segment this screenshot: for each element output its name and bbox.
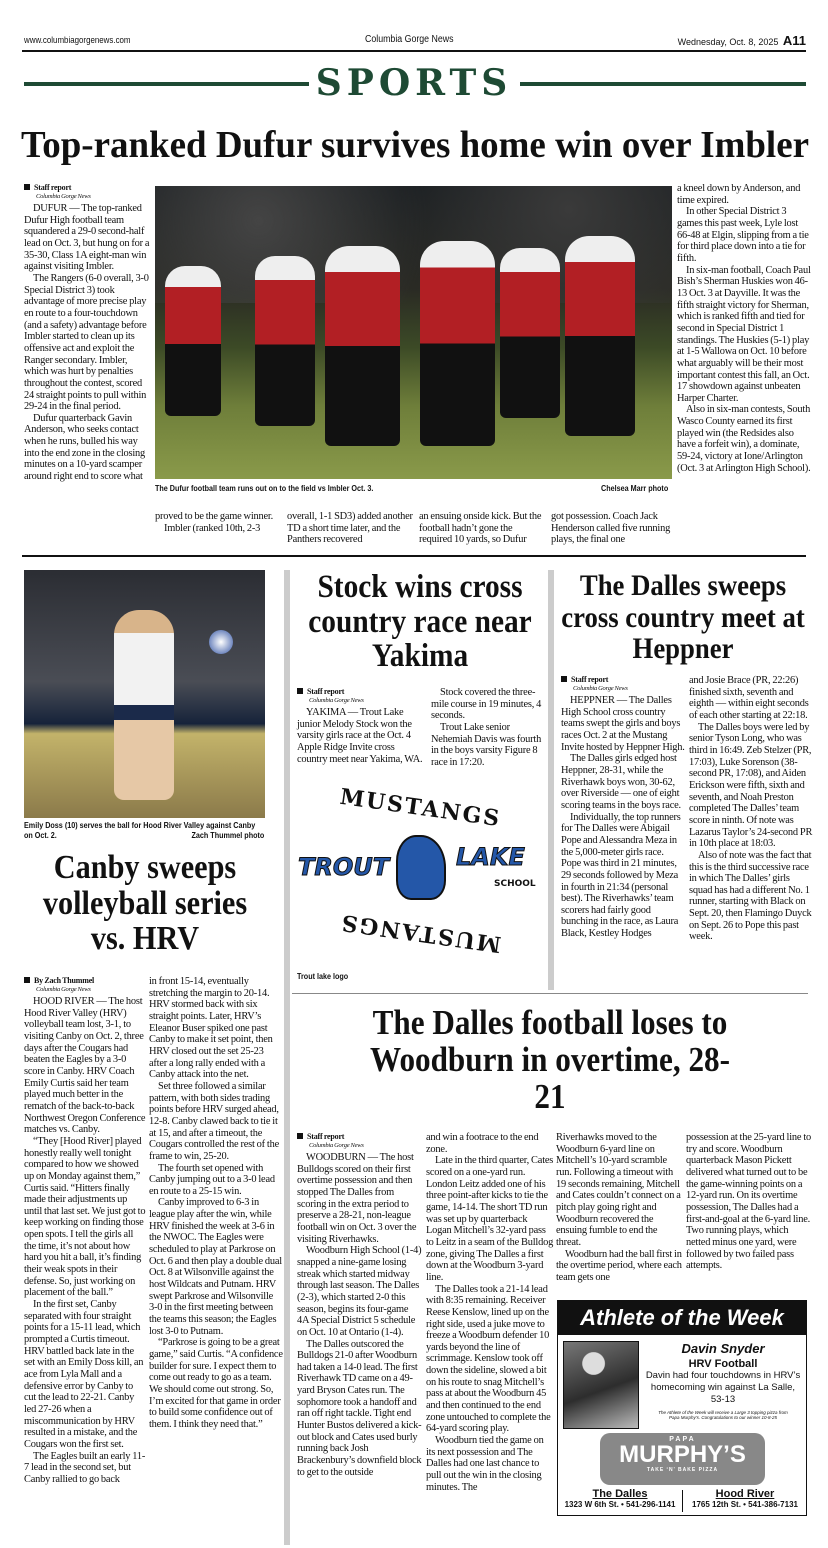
dufur-photo-caption: The Dufur football team runs out on to the field vs Imbler Oct. 3. bbox=[155, 484, 374, 493]
issue-date: Wednesday, Oct. 8, 2025 bbox=[677, 37, 779, 47]
article-text bbox=[297, 1152, 422, 1478]
mustang-icon bbox=[396, 835, 446, 900]
papa-murphys-logo bbox=[600, 1433, 765, 1485]
byline-author: Staff report bbox=[571, 675, 609, 684]
volleyball-photo-caption: Emily Doss (10) serves the ball for Hood River Valley against Canby on Oct. 2. bbox=[24, 821, 256, 840]
volleyball-photo bbox=[24, 570, 265, 818]
paragraph: The Eagles built an early 11-7 lead in the second set, but Canby rallied to go back bbox=[24, 1450, 146, 1485]
heppner-headline: The Dalles sweeps cross country meet at Heppner bbox=[561, 569, 805, 665]
dufur-col-1 bbox=[24, 183, 152, 483]
paragraph: a kneel down by Anderson, and time expired. bbox=[677, 183, 801, 206]
paragraph: possession at the 25-yard line to try and score. Woodburn quarterback Mason Pickett delivered what turned out to be the game-winning points on a 12-yard run. On its overtime possession, The Dalles had a first-and-goal at the 6-yard line. Two running plays, which netted minus one yard, were followed by two failed pass attempts. bbox=[686, 1132, 812, 1272]
paragraph: In other Special District 3 games this past week, Lyle lost 66-48 at Elgin, slipping from a tie for third place down into a tie for fifth. bbox=[677, 206, 809, 264]
article-text bbox=[426, 1132, 554, 1493]
paragraph: and Josie Brace (PR, 22:26) finished sixth, seventh and eighth — within eight seconds of each other starting at 22:18. bbox=[689, 675, 809, 721]
paragraph: YAKIMA — Trout Lake junior Melody Stock won the varsity girls race at the Oct. 4 Apple Ridge Invite cross country meet near Yakima, WA. bbox=[297, 707, 423, 765]
paragraph: The Rangers (6-0 overall, 3-0 Special District 3) took advantage of more precise play en route to a four-touchdown (and a safety) advantage before Imbler started to clean up its offensive act and exploit the Ranger secondary. Imbler, which was hurt by penalties throughout the contest, scored 24 straight points to pull within 29-24 in the final period. bbox=[24, 272, 149, 413]
byline-square-icon bbox=[24, 977, 30, 983]
location-hood-river bbox=[683, 1488, 807, 1509]
sponsor-tag: TAKE ‘N’ BAKE PIZZA bbox=[646, 1467, 719, 1473]
heppner-col-1 bbox=[561, 675, 685, 940]
paragraph: proved to be the game winner. bbox=[155, 511, 274, 522]
byline-author: Staff report bbox=[34, 183, 72, 192]
woodburn-col-3 bbox=[556, 1132, 683, 1284]
byline bbox=[24, 183, 152, 201]
paragraph: an ensuing onside kick. But the football hadn’t gone the required 10 yards, so Dufur bbox=[419, 511, 542, 546]
byline-org: Columbia Gorge News bbox=[36, 986, 91, 993]
athlete-of-week-ad bbox=[557, 1300, 807, 1516]
article-text bbox=[431, 687, 547, 769]
article-text bbox=[677, 183, 813, 474]
article-text bbox=[551, 511, 675, 546]
location-the-dalles bbox=[558, 1488, 682, 1509]
paragraph: The Dalles girls edged host Heppner, 28-31, while the Riverhawk boys won, 30-62, over Riverside — one of eight scoring teams in the boys race. bbox=[561, 753, 681, 811]
location-city: The Dalles bbox=[592, 1488, 648, 1500]
logo-text-bottom: MUSTANGS bbox=[338, 908, 503, 958]
byline-org: Columbia Gorge News bbox=[309, 1142, 364, 1149]
dufur-col-4 bbox=[419, 511, 547, 546]
logo-text-trout: TROUT bbox=[298, 853, 390, 881]
athlete-photo bbox=[563, 1341, 639, 1429]
article-text bbox=[686, 1132, 811, 1272]
dufur-col-5 bbox=[551, 511, 675, 546]
paragraph: In the first set, Canby separated with four straight points for a 15-11 lead, which prompted a Curtis timeout. HRV battled back late in the set with an Emily Doss kill, an ace from Lyla Mall and a defensive error by Canby to cut the lead to 22-21. Canby led 27-26 when a miscommunication by HRV resulted in a mistake, and the Cougars won the first set. bbox=[24, 1299, 144, 1450]
article-text bbox=[689, 675, 813, 943]
logo-text-top: MUSTANGS bbox=[338, 783, 503, 833]
woodburn-col-2 bbox=[426, 1132, 554, 1493]
canby-col-1 bbox=[24, 976, 146, 1486]
dufur-headline: Top-ranked Dufur survives home win over Imbler bbox=[21, 124, 810, 166]
paragraph: Late in the third quarter, Cates scored on a one-yard run. London Leitz added one of his three point-after kicks to tie the game, 14-14. The short TD run was set up by quarterback Logan Mitchell’s 32-yard pass to Leitz in a seam of the Bulldog zone, giving The Dalles a first down at the Woodburn 3-yard line. bbox=[426, 1155, 554, 1283]
paragraph: In six-man football, Coach Paul Bish’s Sherman Huskies won 46-13 Oct. 3 at Dayville. It was the fifth straight victory for Sherman, which is ranked fifth and tied for second in Special District 1 standings. The Huskies (5-1) play at 1-5 Wallowa on Oct. 10 before what arguably will be their most important contest this fall, an Oct. 17 showdown against unbeaten Harper Charter. bbox=[677, 264, 811, 404]
paragraph: DUFUR — The top-ranked Dufur High football team squandered a 29-0 second-half lead on Oct. 3, but hung on for a 35-30, Class 1A eight-man win against visiting Imbler. bbox=[24, 203, 150, 273]
article-text bbox=[155, 511, 282, 534]
paragraph: Woodburn High School (1-4) snapped a nine-game losing streak which started midway through last season. The Dalles (2-3), which started 2-0 this season, begins its four-game 4A Special District 5 schedule on Oct. 10 at Ontario (1-4). bbox=[297, 1245, 422, 1338]
canby-col-2 bbox=[149, 976, 283, 1431]
paragraph: HEPPNER — The Dalles High School cross country teams swept the girls and boys races Oct. 2 at the Mustang Invite hosted by Heppner High. bbox=[561, 695, 685, 753]
byline-author: Staff report bbox=[307, 1132, 345, 1141]
byline bbox=[24, 976, 146, 994]
woodburn-headline: The Dalles football loses to Woodburn in overtime, 28-21 bbox=[370, 1003, 730, 1116]
section-divider bbox=[292, 993, 808, 994]
paragraph: Also of note was the fact that this is the third successive race in which The Dalles’ girls squad has had a different No. 1 runner, starting with Black on Sept. 20, then Flamingo Duyck on Sept. 26 to Pope this past week. bbox=[689, 849, 812, 943]
location-address: 1765 12th St. • 541-386-7131 bbox=[692, 1500, 798, 1509]
byline-square-icon bbox=[561, 676, 567, 682]
paragraph: “Parkrose is going to be a great game,” said Curtis. “A confidence builder for sure. I expect them to come out ready to go as a team. We should come out strong. So, I’m excited for that game in order to build some confidence out of them. I think they need that.” bbox=[149, 1337, 283, 1430]
logo-text-school: SCHOOL bbox=[494, 879, 536, 889]
dufur-photo-credit: Chelsea Marr photo bbox=[601, 484, 669, 493]
header-rule bbox=[22, 50, 806, 52]
article-text bbox=[556, 1132, 683, 1284]
paragraph: “They [Hood River] played honestly really well tonight compared to how we showed up on Monday against them,” Curtis said. “Hitters finally made their adjustments up until that last set. We just got to keep working on finding those open spots. I tell the girls all the time, it’s not about how hard you hit a ball, it’s finding their weak spots in their defense. So, just working on placement of the ball.” bbox=[24, 1135, 146, 1299]
byline-square-icon bbox=[297, 1133, 303, 1139]
column-separator bbox=[284, 570, 290, 1545]
paragraph: Woodburn tied the game on its next possession and The Dalles had one last chance to pull out the win in the closing minutes. The bbox=[426, 1435, 544, 1493]
paragraph: The Dalles took a 21-14 lead with 8:35 remaining. Receiver Reese Kenslow, lined up on the right side, used a juke move to freeze a Woodburn defender 10 yards beyond the line of scrimmage. Kenslow took off down the sideline, slowed a bit on his route to snag Mitchell’s pass at about the Woodburn 45 and then continued to the end zone untouched to complete the 64-yard scoring play. bbox=[426, 1283, 551, 1435]
paragraph: Riverhawks moved to the Woodburn 6-yard line on Mitchell’s 10-yard scramble run. Following a timeout with 19 seconds remaining, Mitchell and Cates couldn’t connect on a pitch play going right and Woodburn recovered the ensuing fumble to end the threat. bbox=[556, 1132, 681, 1248]
byline-square-icon bbox=[297, 688, 303, 694]
heppner-col-2 bbox=[689, 675, 813, 943]
byline-org: Columbia Gorge News bbox=[309, 697, 364, 704]
stock-col-1 bbox=[297, 687, 424, 765]
logo-text-lake: LAKE bbox=[456, 843, 525, 871]
paragraph: in front 15-14, eventually stretching the margin to 20-14. HRV stormed back with six straight points. Later, HRV’s Eleanor Buser spiked one past Canby to make it set point, then HRV closed out the set 25-23 after a long rally ended with a Canby attack into the net. bbox=[149, 976, 273, 1081]
paragraph: HOOD RIVER — The host Hood River Valley (HRV) volleyball team lost, 3-1, to visiting Canby on Oct. 2, three days after the Cougars had beaten the Eagles by a 3-0 score in Canby. HRV Coach Emily Curtis said her team played much better in the rematch of the back-to-back Northwest Oregon Conference matches vs. Canby. bbox=[24, 996, 146, 1136]
column-separator bbox=[548, 570, 554, 990]
dufur-football-photo bbox=[155, 186, 672, 479]
volleyball-photo-credit: Zach Thummel photo bbox=[191, 831, 265, 840]
article-text bbox=[24, 203, 152, 483]
section-divider bbox=[22, 555, 806, 557]
dufur-col-2 bbox=[155, 511, 282, 534]
athlete-title: Athlete of the Week bbox=[558, 1301, 806, 1335]
paragraph: Trout Lake senior Nehemiah Davis was fourth in the boys varsity Figure 8 race in 17:20. bbox=[431, 721, 542, 768]
athlete-blurb: Davin had four touchdowns in HRV’s homecoming win against La Salle, 53-13 bbox=[645, 1370, 801, 1405]
paragraph: The fourth set opened with Canby jumping out to a 3-0 lead en route to a 25-15 win. bbox=[149, 1162, 275, 1197]
canby-headline: Canby sweeps volleyball series vs. HRV bbox=[42, 849, 248, 958]
byline bbox=[561, 675, 685, 693]
location-city: Hood River bbox=[715, 1488, 775, 1500]
paragraph: Also in six-man contests, South Wasco County earned its first played win (the Redsides also have a forfeit win), a dominate, 59-24, victory at Ione/Arlington (Oct. 3 at Arlington High School). bbox=[677, 404, 811, 474]
logo-caption: Trout lake logo bbox=[297, 972, 349, 981]
paper-name: Columbia Gorge News bbox=[365, 34, 454, 45]
paragraph: Imbler (ranked 10th, 2-3 bbox=[164, 522, 261, 534]
paragraph: The Dalles outscored the Bulldogs 21-0 after Woodburn had taken a 14-0 lead. The first Riverhawk TD came on a 49-yard Bryson Cates run. The sophomore took a handoff and ran off right tackle. Tight end Hunter Bustos delivered a kick-out block and Cates used burly running back Josh Brackenbury’s downfield block to get to the outside bbox=[297, 1338, 422, 1478]
byline-org: Columbia Gorge News bbox=[573, 685, 628, 692]
paragraph: Canby improved to 6-3 in league play after the win, while HRV finished the week at 3-6 in the NWOC. The Eagles were scheduled to play at Parkrose on Oct. 6 and then play a double dual Oct. 8 at Wilsonville against the host Wildcats and Putnam. HRV swept Parkrose and Wilsonville 3-0 in the first meeting between the teams this season; the Eagles lost 3-0 to Putnam. bbox=[149, 1197, 282, 1337]
paragraph: Stock covered the three-mile course in 19 minutes, 4 seconds. bbox=[431, 687, 542, 722]
paragraph: overall, 1-1 SD3) added another TD a short time later, and the Panthers recovered bbox=[287, 511, 413, 546]
byline bbox=[297, 687, 424, 705]
article-text bbox=[297, 707, 424, 765]
woodburn-col-4 bbox=[686, 1132, 811, 1272]
date-page bbox=[678, 32, 806, 50]
volleyball-caption-block bbox=[24, 821, 264, 841]
sponsor-name: MURPHY’S bbox=[619, 1441, 746, 1468]
dufur-col-3 bbox=[287, 511, 414, 546]
byline-org: Columbia Gorge News bbox=[36, 193, 91, 200]
paragraph: WOODBURN — The host Bulldogs scored on their first overtime possession and then stopped The Dalles from scoring in the extra period to preserve a 28-21, non-league football win on Oct. 3 over the visiting Riverhawks. bbox=[297, 1152, 417, 1245]
article-text bbox=[561, 695, 685, 940]
website-url[interactable]: www.columbiagorgenews.com bbox=[24, 35, 131, 45]
byline-author: Staff report bbox=[307, 687, 345, 696]
athlete-name: Davin Snyder bbox=[681, 1341, 765, 1356]
stock-col-2 bbox=[431, 687, 547, 769]
byline-author: By Zach Thummel bbox=[34, 976, 95, 985]
section-title: SPORTS bbox=[315, 62, 513, 104]
byline-square-icon bbox=[24, 184, 30, 190]
sponsor-top: PAPA bbox=[669, 1436, 696, 1443]
paragraph: Set three followed a similar pattern, with both sides trading points before HRV surged ahead, 12-8. Canby clawed back to tie it at 15, and after a timeout, the Cougars controlled the rest of the frame to win, 25-20. bbox=[149, 1080, 279, 1162]
byline bbox=[297, 1132, 422, 1150]
athlete-fine-print: The Athlete of the Week will receive a Large 3 topping pizza from Papa Murphy’s. Congratulations to our winner 10-8-25 bbox=[658, 1410, 788, 1420]
paragraph: Woodburn had the ball first in the overtime period, where each team gets one bbox=[556, 1248, 682, 1283]
location-address: 1323 W 6th St. • 541-296-1141 bbox=[564, 1500, 676, 1509]
paragraph: got possession. Coach Jack Henderson called five running plays, the final one bbox=[551, 511, 671, 546]
article-text bbox=[24, 996, 146, 1486]
article-text bbox=[287, 511, 414, 546]
paragraph: and win a footrace to the end zone. bbox=[426, 1132, 539, 1155]
page-number: A11 bbox=[782, 33, 806, 48]
dufur-col-6 bbox=[677, 183, 813, 474]
trout-lake-logo bbox=[298, 783, 543, 965]
paragraph: Individually, the top runners for The Dalles were Abigail Pope and Alessandra Meza in the 5,000-meter girls race. Pope was third in 21 minutes, 29 seconds followed by Meza in fourth in 21:34 (personal best). The Riverhawks’ team scorers had fairly good bunching in the race, as Laura Black, Kestley Hodges bbox=[561, 811, 681, 940]
article-text bbox=[149, 976, 283, 1431]
paragraph: The Dalles boys were led by senior Tyson Long, who was third in 16:49. Zeb Stelzer (PR, 17:03), Luke Sorenson (38-second PR, 17:08), and Aiden Erickson were fifth, sixth and seventh, and Noah Preston completed The Dalles’ team score in ninth. Of note was Lazarus Taylor’s 24-second PR in 10th place at 18:03. bbox=[689, 721, 813, 850]
article-text bbox=[419, 511, 547, 546]
stock-headline: Stock wins cross country race near Yakima bbox=[308, 569, 532, 675]
woodburn-col-1 bbox=[297, 1132, 422, 1478]
athlete-sport: HRV Football bbox=[688, 1358, 758, 1370]
paragraph: Dufur quarterback Gavin Anderson, who seeks contact when he runs, bulled his way into the end zone in the closing minutes on a 10-yard scamper around right end to score what bbox=[24, 412, 146, 483]
